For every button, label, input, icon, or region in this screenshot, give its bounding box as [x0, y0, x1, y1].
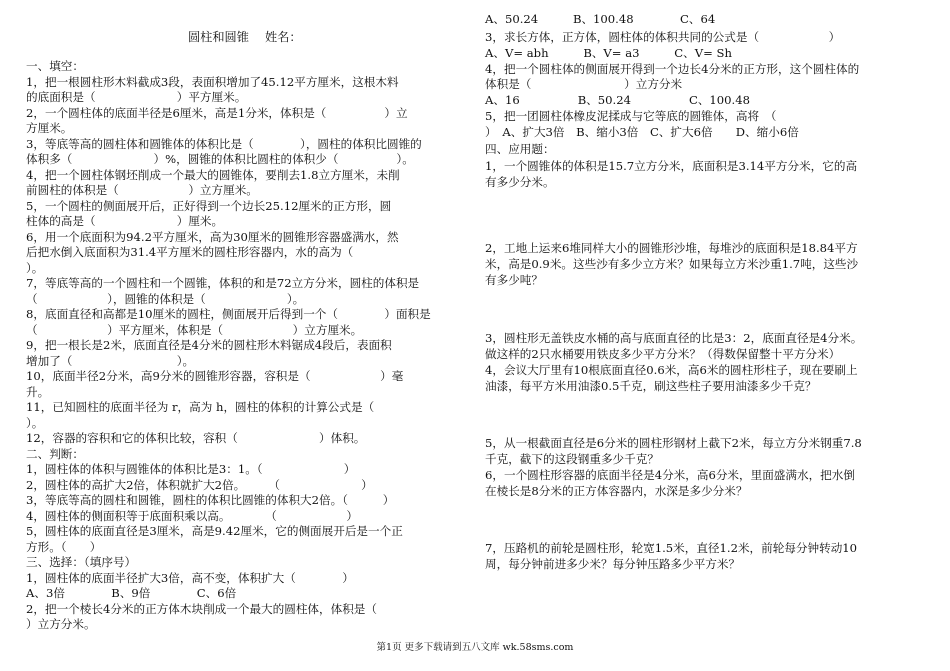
text-line: 1，圆柱体的底面半径扩大3倍，高不变，体积扩大（ ）	[26, 571, 354, 585]
text-line: 体积多（ ）%，圆锥的体积比圆柱的体积少（ ）。	[26, 152, 414, 166]
text-line: 8，底面直径和高都是10厘米的圆柱，侧面展开后得到一个（ ）面积是	[26, 307, 431, 321]
section-heading-judge: 二、判断：	[26, 447, 84, 461]
text-line: 的底面积是（ ）平方厘米。	[26, 90, 247, 104]
text-line: 6，一个圆柱形容器的底面半径是4分米，高6分米，里面盛满水，把水倒	[485, 468, 855, 482]
text-line: 3，等底等高的圆柱体和圆锥体的体积比是（ ），圆柱的体积比圆锥的	[26, 137, 422, 151]
text-line: 柱体的高是（ ）厘米。	[26, 214, 224, 228]
text-line: 5，从一根截面直径是6分米的圆柱形钢材上截下2米，每立方分米钢重7.8	[485, 436, 862, 450]
text-line: （ ），圆锥的体积是（ ）。	[26, 292, 305, 306]
text-line: 周，每分钟前进多少米？每分钟压路多少平方米？	[485, 557, 741, 571]
text-line: 1，圆柱体的体积与圆锥体的体积比是3：1。（ ）	[26, 462, 356, 476]
text-line: 6，用一个底面积为94.2平方厘米，高为30厘米的圆锥形容器盛满水，然	[26, 230, 399, 244]
text-line: ）。	[26, 261, 44, 275]
text-line: 后把水倒入底面积为31.4平方厘米的圆柱形容器内，水的高为（	[26, 245, 354, 259]
text-line: ）立方分米。	[26, 617, 96, 631]
text-line: ）。	[26, 416, 44, 430]
page-footer: 第1页 更多下载请到五八文库 wk.58sms.com	[376, 642, 574, 653]
text-line: 方厘米。	[26, 121, 73, 135]
text-line: 有多少吨？	[485, 273, 543, 287]
text-line: 1，把一根圆柱形木料截成3段，表面积增加了45.12平方厘米，这根木料	[26, 75, 399, 89]
text-line: 3，圆柱形无盖铁皮水桶的高与底面直径的比是3：2，底面直径是4分米。	[485, 331, 863, 345]
text-line: 做这样的2只水桶要用铁皮多少平方分米？（得数保留整十平方分米）	[485, 347, 841, 361]
text-line: 7，等底等高的一个圆柱和一个圆锥，体积的和是72立方分米，圆柱的体积是	[26, 276, 420, 290]
text-line: （ ）平方厘米，体积是（ ）立方厘米。	[26, 323, 363, 337]
text-line: 增加了（ ）。	[26, 354, 195, 368]
text-line: 4，会议大厅里有10根底面直径0.6米，高6米的圆柱形柱子，现在要刷上	[485, 363, 858, 377]
section-heading-fill-blank: 一、填空：	[26, 59, 84, 73]
page-title: 圆柱和圆锥 姓名：	[188, 30, 302, 44]
text-line: A、3倍 B、9倍 C、6倍	[26, 586, 237, 600]
text-line: 5，圆柱体的底面直径是3厘米，高是9.42厘米，它的侧面展开后是一个正	[26, 524, 403, 538]
text-line: 9，把一根长是2米，底面直径是4分米的圆柱形木料锯成4段后，表面积	[26, 338, 392, 352]
text-line: 2，一个圆柱体的底面半径是6厘米，高是1分米，体积是（ ）立	[26, 106, 408, 120]
text-line: 4，把一个圆柱体钢坯削成一个最大的圆锥体，要削去1.8立方厘米，未削	[26, 168, 400, 182]
text-line: 1，一个圆锥体的体积是15.7立方分米，底面积是3.14平方分米，它的高	[485, 159, 858, 173]
text-line: 油漆，每平方米用油漆0.5千克，刷这些柱子要用油漆多少千克？	[485, 379, 817, 393]
text-line: 4，圆柱体的侧面积等于底面积乘以高。 （ ）	[26, 509, 358, 523]
text-line: 千克，截下的这段钢重多少千克？	[485, 452, 659, 466]
text-line: 2，圆柱体的高扩大2倍，体积就扩大2倍。 （ ）	[26, 478, 373, 492]
text-line: 方形。（ ）	[26, 540, 102, 554]
text-line: 11，已知圆柱的底面半径为 r，高为 h，圆柱的体积的计算公式是（	[26, 400, 375, 414]
text-line: 2，把一个棱长4分米的正方体木块削成一个最大的圆柱体，体积是（	[26, 602, 377, 616]
text-line: 在棱长是8分米的正方体容器内，水深是多少分米？	[485, 484, 748, 498]
text-line: A、V= abh B、V= a3 C、V= Sh	[485, 46, 732, 60]
text-line: 米，高是0.9米。这些沙有多少立方米？如果每立方米沙重1.7吨，这些沙	[485, 257, 859, 271]
section-heading-applied: 四、应用题：	[485, 142, 555, 156]
text-line: 7，压路机的前轮是圆柱形，轮宽1.5米，直径1.2米，前轮每分钟转动10	[485, 541, 858, 555]
text-line: 12，容器的容积和它的体积比较，容积（ ）体积。	[26, 431, 366, 445]
text-line: 2，工地上运来6堆同样大小的圆锥形沙堆，每堆沙的底面积是18.84平方	[485, 241, 858, 255]
section-heading-choice: 三、选择：（填序号）	[26, 555, 137, 569]
text-line: 4，把一个圆柱体的侧面展开得到一个边长4分米的正方形，这个圆柱体的	[485, 62, 860, 76]
text-line: 5，把一团圆柱体橡皮泥揉成与它等底的圆锥体，高将 （	[485, 109, 777, 123]
text-line: 体积是（ ）立方分米	[485, 77, 683, 91]
text-line: 3，求长方体，正方体，圆柱体的体积共同的公式是（ ）	[485, 30, 841, 44]
text-line: A、50.24 B、100.48 C、64	[485, 12, 716, 26]
text-line: 升。	[26, 385, 50, 399]
text-line: 10，底面半径2分米，高9分米的圆锥形容器，容积是（ ）毫	[26, 369, 404, 383]
text-line: 3，等底等高的圆柱和圆锥，圆柱的体积比圆锥的体积大2倍。（ ）	[26, 493, 395, 507]
text-line: ） A、扩大3倍 B、缩小3倍 C、扩大6倍 D、缩小6倍	[485, 125, 799, 139]
text-line: 5，一个圆柱的侧面展开后，正好得到一个边长25.12厘米的正方形，圆	[26, 199, 392, 213]
text-line: A、16 B、50.24 C、100.48	[485, 93, 750, 107]
text-line: 前圆柱的体积是（ ）立方厘米。	[26, 183, 258, 197]
text-line: 有多少分米。	[485, 175, 555, 189]
